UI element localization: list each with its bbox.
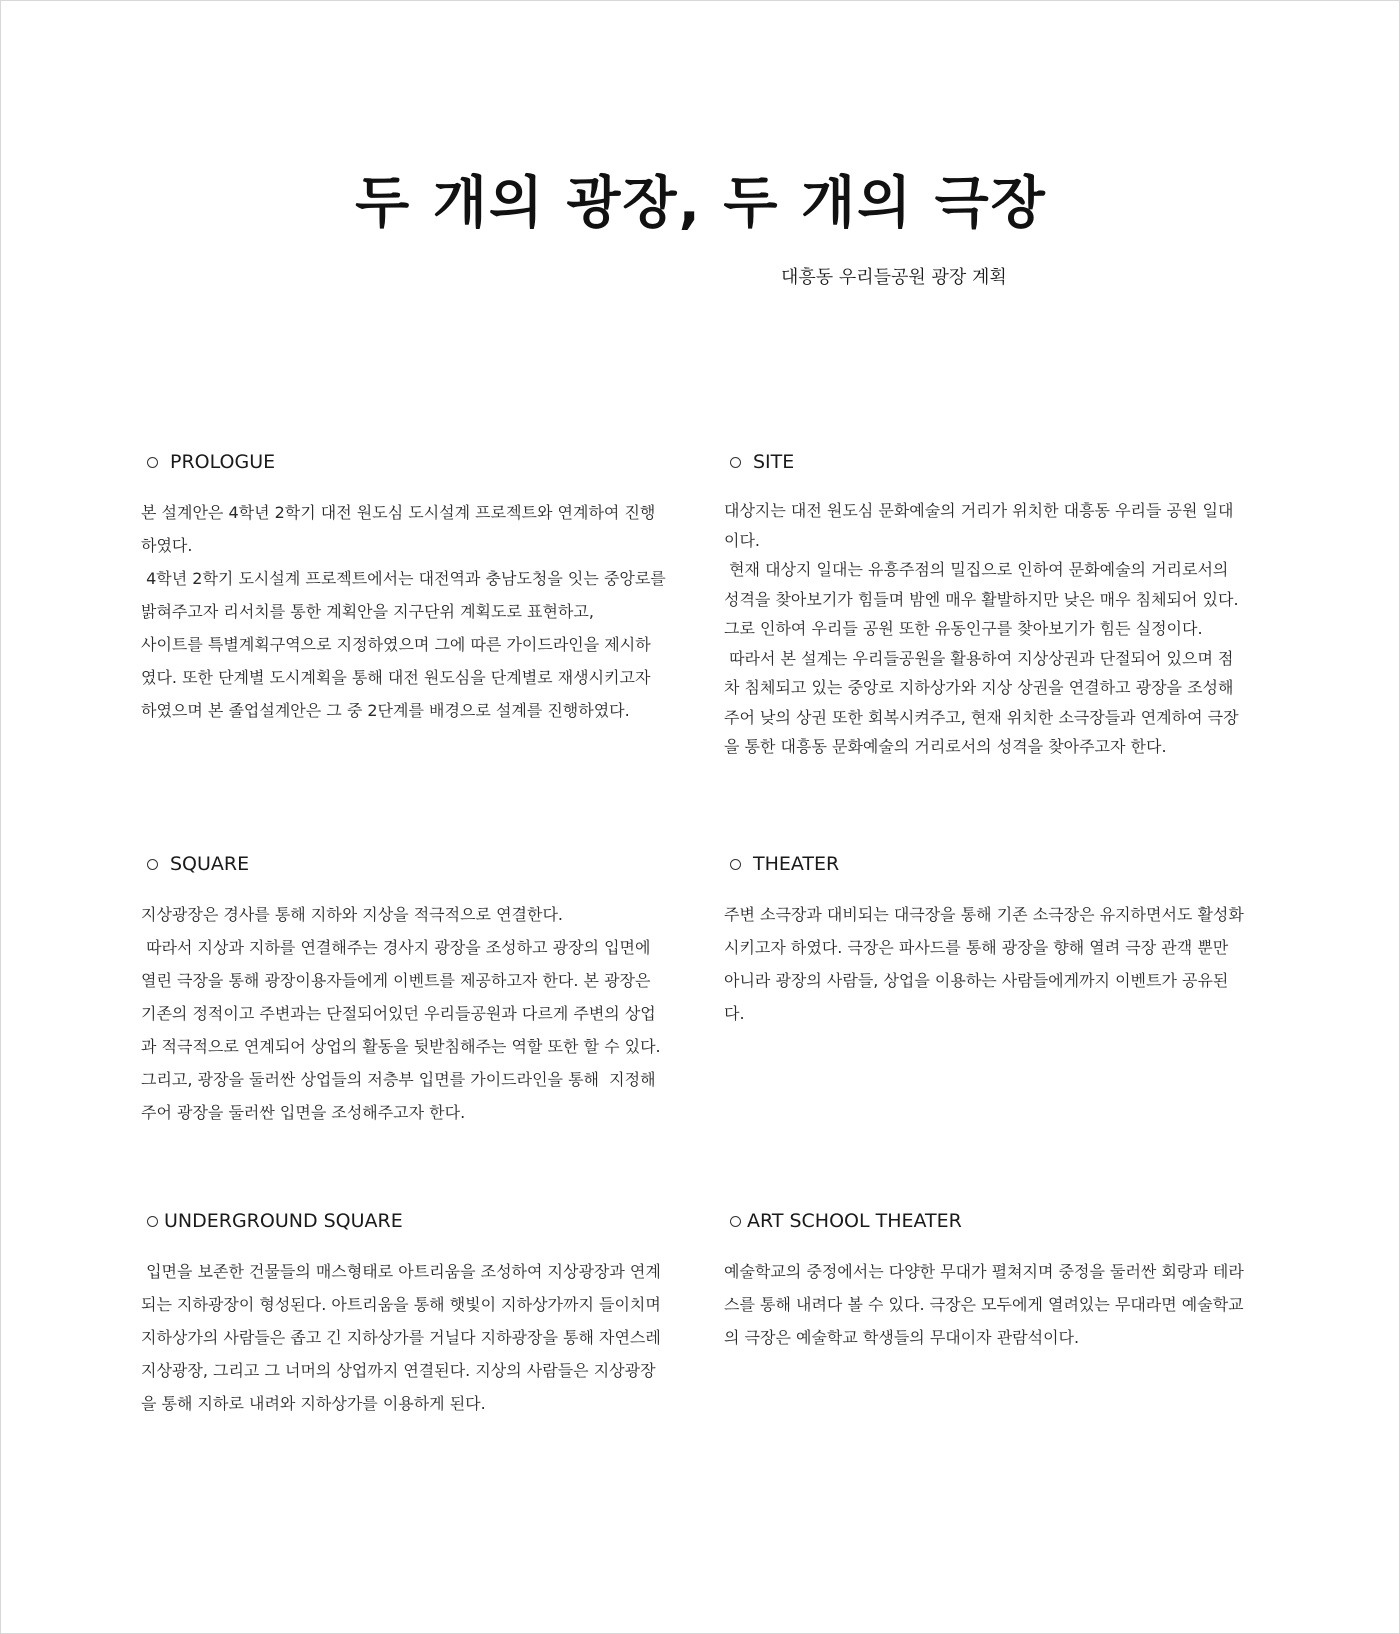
circle-bullet-icon <box>147 1216 158 1227</box>
section-body <box>724 1255 1259 1354</box>
body-line: 주어 광장을 둘러싼 입면을 조성해주고자 한다. <box>141 1103 466 1122</box>
body-line: 시키고자 하였다. 극장은 파사드를 통해 광장을 향해 열려 극장 관객 뿐만 <box>724 938 1229 957</box>
body-line: 지하상가의 사람들은 좁고 긴 지하상가를 거닐다 지하광장을 통해 자연스레 <box>141 1328 661 1347</box>
section-heading <box>724 850 1259 878</box>
body-line: 주어 낮의 상권 또한 회복시켜주고, 현재 위치한 소극장들과 연계하여 극장 <box>724 707 1239 727</box>
body-line: 지상광장, 그리고 그 너머의 상업까지 연결된다. 지상의 사람들은 지상광장 <box>141 1361 656 1380</box>
section-body <box>724 898 1259 1030</box>
section-body <box>141 898 676 1129</box>
section-heading <box>724 1207 1259 1235</box>
body-line: 예술학교의 중정에서는 다양한 무대가 펼쳐지며 중정을 둘러싼 회랑과 테라 <box>724 1262 1244 1281</box>
section-heading-label: SQUARE <box>170 853 250 875</box>
section-heading <box>141 850 676 878</box>
body-line: 을 통한 대흥동 문화예술의 거리로서의 성격을 찾아주고자 한다. <box>724 737 1167 756</box>
body-line: 였다. 또한 단계별 도시계획을 통해 대전 원도심을 단계별로 재생시키고자 <box>141 668 651 687</box>
page-subtitle: 대흥동 우리들공원 광장 계획 <box>781 267 1007 288</box>
section-heading <box>141 448 676 476</box>
body-line: 현재 대상지 일대는 유흥주점의 밀집으로 인하여 문화예술의 거리로서의 <box>724 560 1229 579</box>
circle-bullet-icon <box>730 1216 741 1227</box>
body-line: 의 극장은 예술학교 학생들의 무대이자 관람석이다. <box>724 1328 1080 1347</box>
body-line: 하였으며 본 졸업설계안은 그 중 2단계를 배경으로 설계를 진행하였다. <box>141 701 630 720</box>
body-line: 성격을 찾아보기가 힘들며 밤엔 매우 활발하지만 낮은 매우 침체되어 있다. <box>724 589 1239 609</box>
section-heading-label: SITE <box>753 451 795 473</box>
body-line: 사이트를 특별계획구역으로 지정하였으며 그에 따른 가이드라인을 제시하 <box>141 635 651 654</box>
section-heading <box>141 1207 676 1235</box>
body-line: 스를 통해 내려다 볼 수 있다. 극장은 모두에게 열려있는 무대라면 예술학교 <box>724 1295 1244 1314</box>
section-body <box>141 1255 676 1420</box>
section-heading-label: PROLOGUE <box>170 451 276 473</box>
body-line: 차 침체되고 있는 중앙로 지하상가와 지상 상권을 연결하고 광장을 조성해 <box>724 678 1234 697</box>
section-heading-label: THEATER <box>753 853 840 875</box>
body-line: 열린 극장을 통해 광장이용자들에게 이벤트를 제공하고자 한다. 본 광장은 <box>141 971 651 990</box>
circle-bullet-icon <box>147 457 158 468</box>
body-line: 입면을 보존한 건물들의 매스형태로 아트리움을 조성하여 지상광장과 연계 <box>141 1262 661 1281</box>
section-body <box>141 496 676 727</box>
body-line: 그로 인하여 우리들 공원 또한 유동인구를 찾아보기가 힘든 실정이다. <box>724 619 1203 638</box>
circle-bullet-icon <box>730 859 741 870</box>
body-line: 대상지는 대전 원도심 문화예술의 거리가 위치한 대흥동 우리들 공원 일대 <box>724 501 1234 520</box>
body-line: 을 통해 지하로 내려와 지하상가를 이용하게 된다. <box>141 1394 486 1413</box>
body-line: 아니라 광장의 사람들, 상업을 이용하는 사람들에게까지 이벤트가 공유된 <box>724 971 1229 990</box>
body-line: 따라서 본 설계는 우리들공원을 활용하여 지상상권과 단절되어 있으며 점 <box>724 648 1234 668</box>
body-line: 본 설계안은 4학년 2학기 대전 원도심 도시설계 프로젝트와 연계하여 진행 <box>141 503 656 522</box>
body-line: 따라서 지상과 지하를 연결해주는 경사지 광장을 조성하고 광장의 입면에 <box>141 938 651 957</box>
body-line: 되는 지하광장이 형성된다. 아트리움을 통해 햇빛이 지하상가까지 들이치며 <box>141 1295 661 1314</box>
section-prologue <box>141 448 676 727</box>
body-line: 주변 소극장과 대비되는 대극장을 통해 기존 소극장은 유지하면서도 활성화 <box>724 905 1244 924</box>
body-line: 기존의 정적이고 주변과는 단절되어있던 우리들공원과 다르게 주변의 상업 <box>141 1004 656 1023</box>
section-heading-label: UNDERGROUND SQUARE <box>164 1210 403 1232</box>
section-body <box>724 496 1259 762</box>
body-line: 그리고, 광장을 둘러싼 상업들의 저층부 입면를 가이드라인을 통해 지정해 <box>141 1070 656 1089</box>
body-line: 다. <box>724 1004 745 1023</box>
body-line: 이다. <box>724 530 760 550</box>
section-theater <box>724 850 1259 1030</box>
body-line: 지상광장은 경사를 통해 지하와 지상을 적극적으로 연결한다. <box>141 905 564 924</box>
page-title: 두 개의 광장, 두 개의 극장 <box>355 171 1047 236</box>
section-underground-square <box>141 1207 676 1420</box>
section-heading-label: ART SCHOOL THEATER <box>747 1210 962 1232</box>
body-line: 밝혀주고자 리서치를 통한 계획안을 지구단위 계획도로 표현하고, <box>141 602 594 621</box>
circle-bullet-icon <box>730 457 741 468</box>
section-site <box>724 448 1259 762</box>
circle-bullet-icon <box>147 859 158 870</box>
section-heading <box>724 448 1259 476</box>
section-art-school-theater <box>724 1207 1259 1354</box>
body-line: 과 적극적으로 연계되어 상업의 활동을 뒷받침해주는 역할 또한 할 수 있다. <box>141 1037 661 1056</box>
section-square <box>141 850 676 1129</box>
body-line: 4학년 2학기 도시설계 프로젝트에서는 대전역과 충남도청을 잇는 중앙로를 <box>141 569 666 588</box>
body-line: 하였다. <box>141 536 193 555</box>
